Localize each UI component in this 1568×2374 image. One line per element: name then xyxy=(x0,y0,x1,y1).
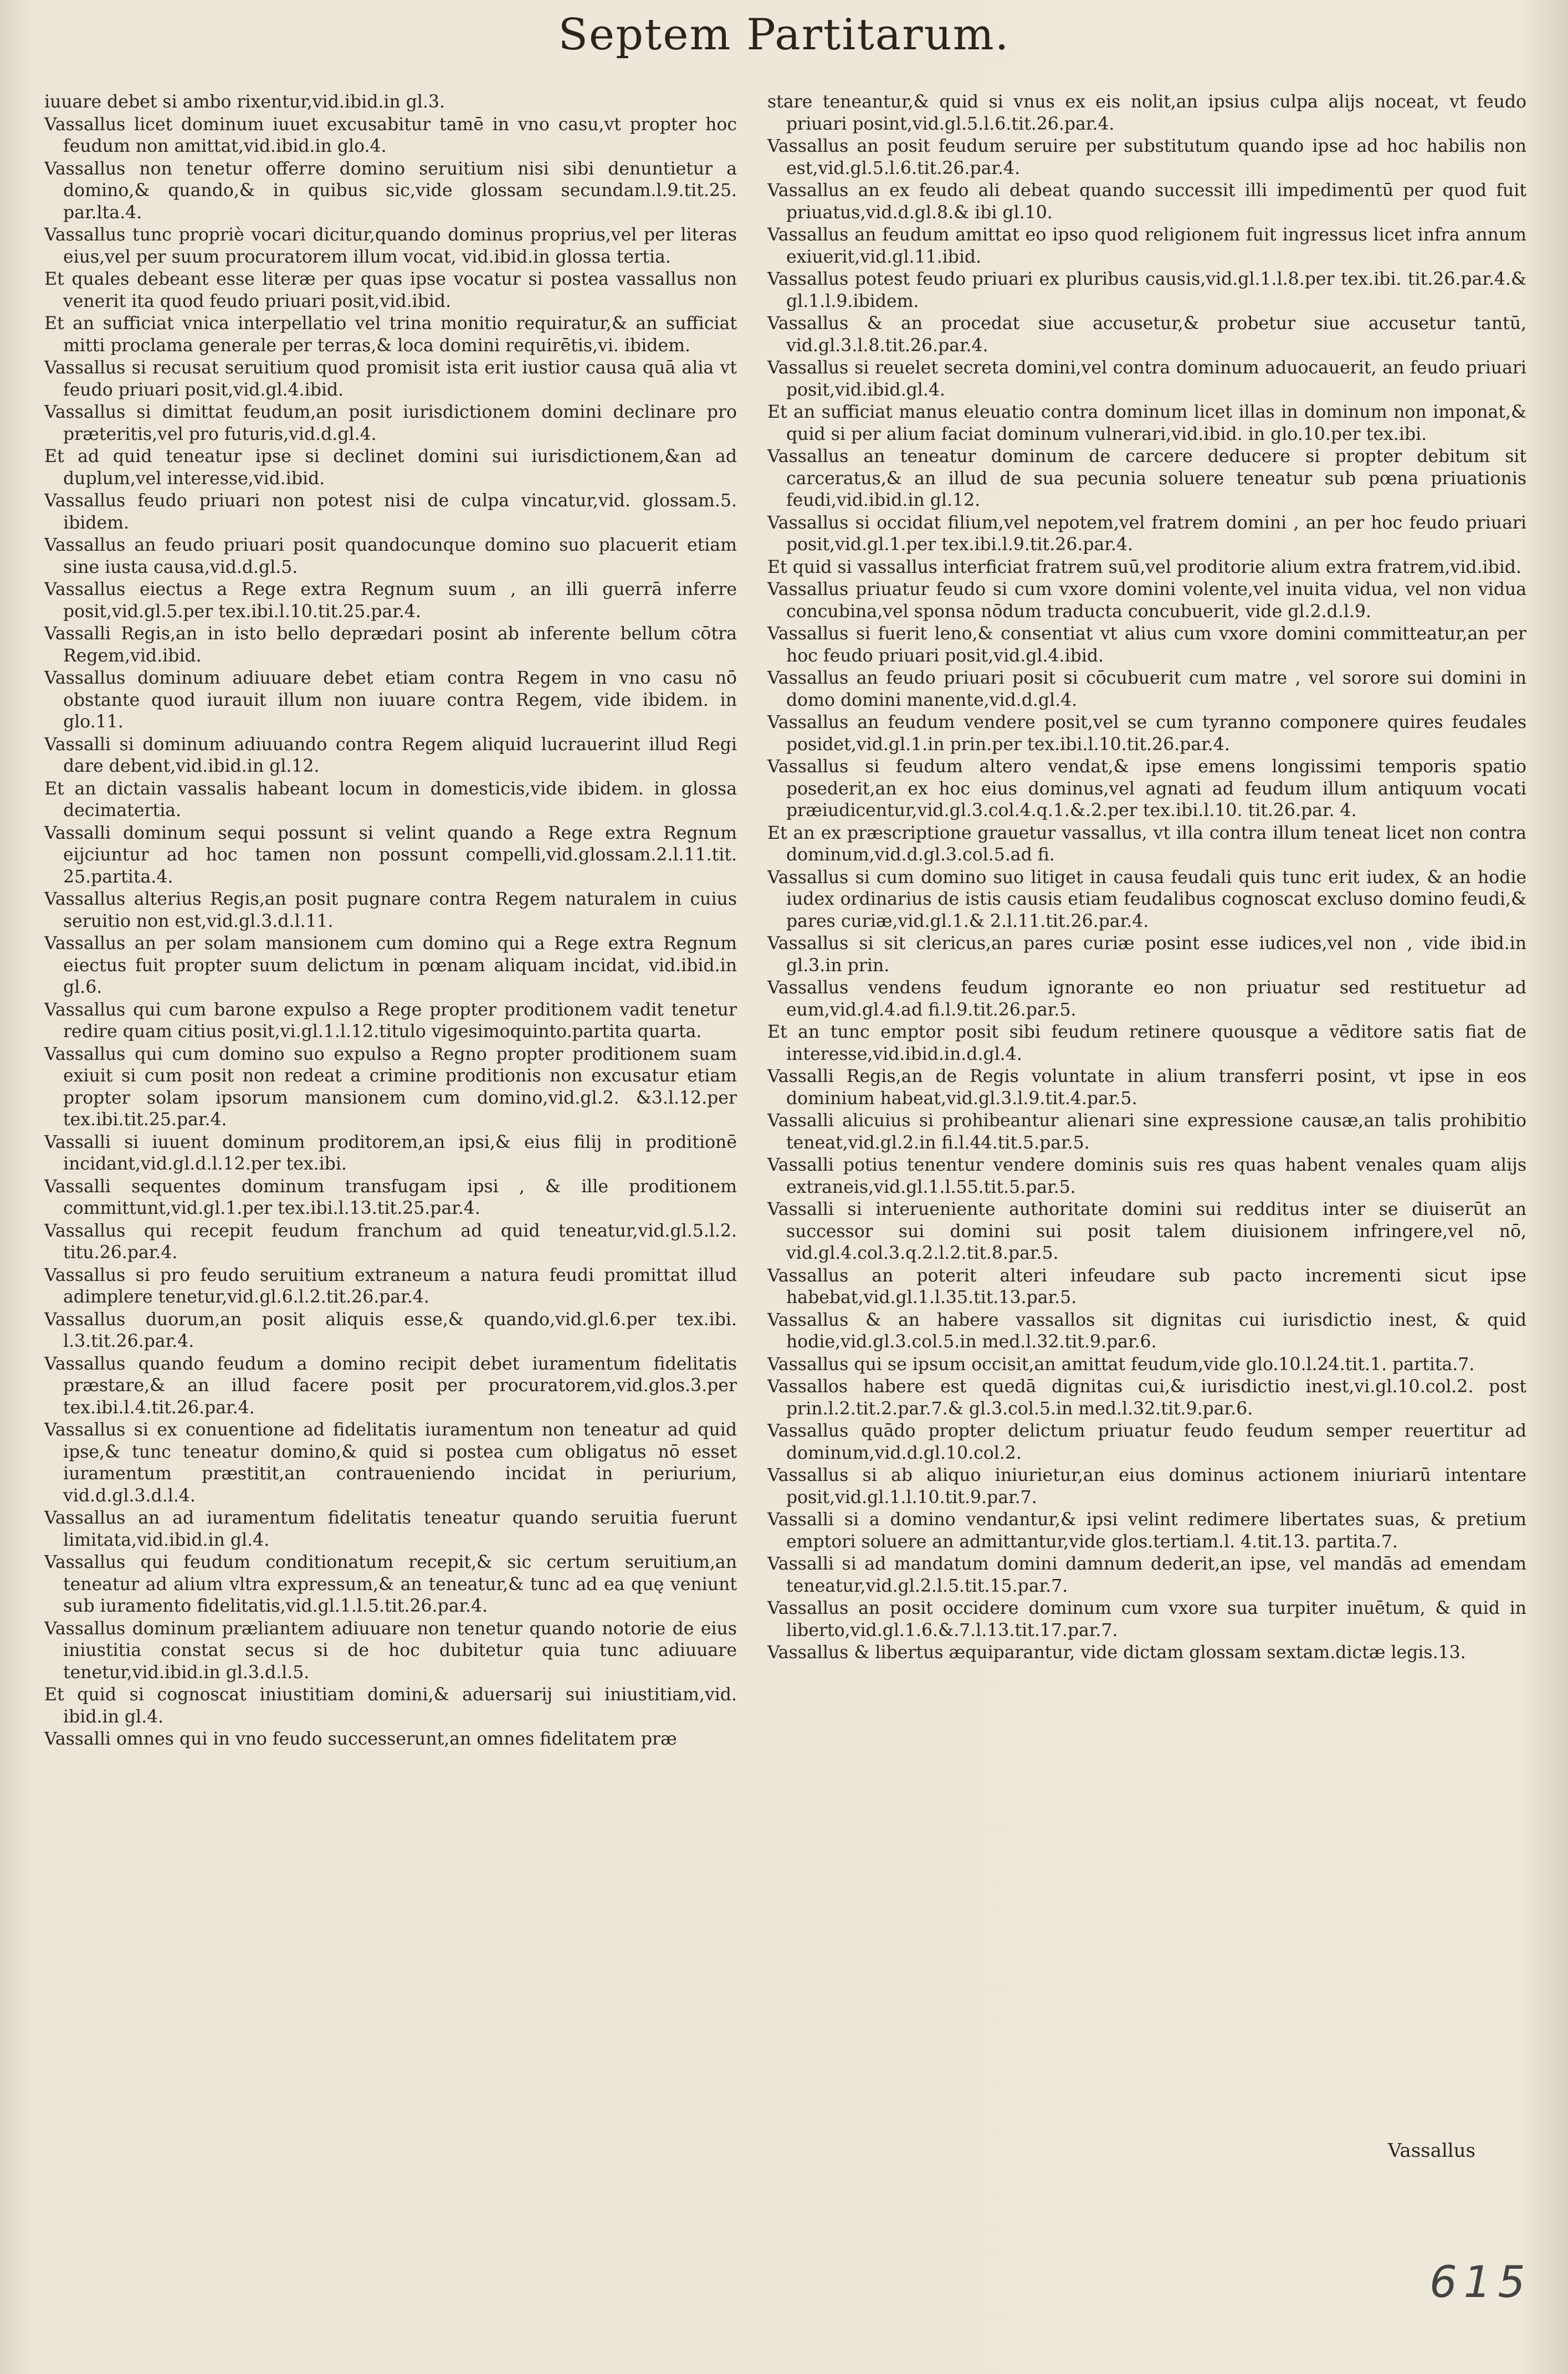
right-column xyxy=(767,91,1526,1665)
index-entry: Et quales debeant esse literæ per quas ipse vocatur si postea vassallus non venerit ita quod feudo priuari posit,vid.ibid. xyxy=(44,269,737,311)
index-entry: Vassallus priuatur feudo si cum vxore domini volente,vel inuita vidua, vel non vidua concubina,vel sponsa nōdum traducta concubuerit, vide gl.2.d.l.9. xyxy=(767,580,1526,622)
index-entry: stare teneantur,& quid si vnus ex eis nolit,an ipsius culpa alijs noceat, vt feudo priuari posint,vid.gl.5.l.6.tit.26.par.4. xyxy=(767,92,1526,134)
index-entry: Vassalli si interueniente authoritate domini sui redditus inter se diuiserūt an successor sui domini sui posit talem diuisionem infringere,vel nō, vid.gl.4.col.3.q.2.l.2.tit.8.par.5. xyxy=(767,1199,1526,1263)
index-entry: Et ad quid teneatur ipse si declinet domini sui iurisdictionem,&an ad duplum,vel interesse,vid.ibid. xyxy=(44,447,737,489)
index-entry: Vassallus duorum,an posit aliquis esse,& quando,vid.gl.6.per tex.ibi. l.3.tit.26.par.4. xyxy=(44,1309,737,1351)
index-entry: Vassallus si ab aliquo iniurietur,an eius dominus actionem iniuriarū intentare posit,vid.gl.1.l.10.tit.9.par.7. xyxy=(767,1465,1526,1508)
index-entry: Vassalli si iuuent dominum proditorem,an ipsi,& eius filij in proditionē incidant,vid.gl.d.l.12.per tex.ibi. xyxy=(44,1132,737,1174)
left-column xyxy=(44,91,737,1751)
index-entry: Vassallus si dimittat feudum,an posit iurisdictionem domini declinare pro præteritis,vel pro futuris,vid.d.gl.4. xyxy=(44,402,737,444)
index-entry: Vassallus si feudum altero vendat,& ipse emens longissimi temporis spatio posederit,an ex hoc eius dominus,vel agnati ad feudum illum antiquum vocati præiudicentur,vid.gl.3.col.4.q.1.&.2.per tex.ibi.l.10. tit.26.par. 4. xyxy=(767,757,1526,821)
index-entry: Vassallus feudo priuari non potest nisi de culpa vincatur,vid. glossam.5. ibidem. xyxy=(44,491,737,533)
index-entry: Vassallus si ex conuentione ad fidelitatis iuramentum non teneatur ad quid ipse,& tunc teneatur domino,& quid si postea cum obligatus nō esset iuramentum præstitit,an contraueniendo incidat in periurium, vid.d.gl.3.d.l.4. xyxy=(44,1420,737,1506)
index-entry: Vassallus licet dominum iuuet excusabitur tamē in vno casu,vt propter hoc feudum non amittat,vid.ibid.in glo.4. xyxy=(44,114,737,156)
index-entry: Vassallus qui recepit feudum franchum ad quid teneatur,vid.gl.5.l.2. titu.26.par.4. xyxy=(44,1221,737,1263)
index-entry: Vassallos habere est quedā dignitas cui,& iurisdictio inest,vi.gl.10.col.2. post prin.l.2.tit.2.par.7.& gl.3.col.5.in med.l.32.tit.9.par.6. xyxy=(767,1377,1526,1419)
index-entry: Vassallus an posit occidere dominum cum vxore sua turpiter inuētum, & quid in liberto,vid.gl.1.6.&.7.l.13.tit.17.par.7. xyxy=(767,1598,1526,1640)
index-entry: Vassallus dominum adiuuare debet etiam contra Regem in vno casu nō obstante quod iurauit illum non iuuare contra Regem, vide ibidem. in glo.11. xyxy=(44,668,737,732)
index-entry: Vassallus non tenetur offerre domino seruitium nisi sibi denuntietur a domino,& quando,& in quibus sic,vide glossam secundam.l.9.tit.25. par.lta.4. xyxy=(44,158,737,223)
index-entry: Et an ex præscriptione grauetur vassallus, vt illa contra illum teneat licet non contra dominum,vid.d.gl.3.col.5.ad fi. xyxy=(767,823,1526,865)
index-entry: Vassallus si recusat seruitium quod promisit ista erit iustior causa quā alia vt feudo priuari posit,vid.gl.4.ibid. xyxy=(44,358,737,400)
index-entry: Et an sufficiat manus eleuatio contra dominum licet illas in dominum non imponat,& quid si per alium faciat dominum vulnerari,vid.ibid. in glo.10.per tex.ibi. xyxy=(767,402,1526,444)
index-entry: Vassallus an feudum vendere posit,vel se cum tyranno componere quires feudales posidet,vid.gl.1.in prin.per tex.ibi.l.10.tit.26.par.4. xyxy=(767,712,1526,755)
index-entry: Vassalli dominum sequi possunt si velint quando a Rege extra Regnum eijciuntur ad hoc tamen non possunt compelli,vid.glossam.2.l.11.tit. 25.partita.4. xyxy=(44,823,737,887)
index-entry: Vassallus qui cum barone expulso a Rege propter proditionem vadit tenetur redire quam citius posit,vi.gl.1.l.12.titulo vigesimoquinto.partita quarta. xyxy=(44,999,737,1042)
index-entry: Vassallus si pro feudo seruitium extraneum a natura feudi promittat illud adimplere tenetur,vid.gl.6.l.2.tit.26.par.4. xyxy=(44,1265,737,1307)
index-entry: Vassallus an feudum amittat eo ipso quod religionem fuit ingressus licet infra annum exiuerit,vid.gl.11.ibid. xyxy=(767,225,1526,267)
index-entry: Et quid si cognoscat iniustitiam domini,& aduersarij sui iniustitiam,vid. ibid.in gl.4. xyxy=(44,1685,737,1727)
index-entry: Vassallus qui cum domino suo expulso a Regno propter proditionem suam exiuit si cum posit non redeat a crimine proditionis non excusatur etiam propter solam ipsorum mansionem cum domino,vid.gl.2. &3.l.12.per tex.ibi.tit.25.par.4. xyxy=(44,1044,737,1130)
index-entry: Et an dictain vassalis habeant locum in domesticis,vide ibidem. in glossa decimatertia. xyxy=(44,778,737,821)
index-entry: Vassallus tunc propriè vocari dicitur,quando dominus proprius,vel per literas eius,vel per suum procuratorem illum vocat, vid.ibid.in glossa tertia. xyxy=(44,225,737,267)
index-entry: Vassallus an poterit alteri infeudare sub pacto incrementi sicut ipse habebat,vid.gl.1.l.35.tit.13.par.5. xyxy=(767,1265,1526,1308)
index-entry: Vassallus quando feudum a domino recipit debet iuramentum fidelitatis præstare,& an illud facere posit per procuratorem,vid.glos.3.per tex.ibi.l.4.tit.26.par.4. xyxy=(44,1353,737,1418)
index-entry: Vassalli si dominum adiuuando contra Regem aliquid lucrauerint illud Regi dare debent,vid.ibid.in gl.12. xyxy=(44,734,737,776)
index-entry: Et an tunc emptor posit sibi feudum retinere quousque a vēditore satis fiat de interesse,vid.ibid.in.d.gl.4. xyxy=(767,1022,1526,1064)
index-entry: Vassallus alterius Regis,an posit pugnare contra Regem naturalem in cuius seruitio non est,vid.gl.3.d.l.11. xyxy=(44,889,737,931)
index-entry: Et quid si vassallus interficiat fratrem suū,vel proditorie alium extra fratrem,vid.ibid. xyxy=(767,557,1521,577)
index-entry: Vassallus qui feudum conditionatum recepit,& sic certum seruitium,an teneatur ad alium vltra expressum,& an teneatur,& tunc ad ea quę veniunt sub iuramento fidelitatis,vid.gl.1.l.5.tit.26.par.4. xyxy=(44,1552,737,1616)
index-entry: Vassallus an feudo priuari posit quandocunque domino suo placuerit etiam sine iusta causa,vid.d.gl.5. xyxy=(44,535,737,577)
index-entry: Vassallus an posit feudum seruire per substitutum quando ipse ad hoc habilis non est,vid.gl.5.l.6.tit.26.par.4. xyxy=(767,136,1526,178)
index-entry: Vassallus & libertus æquiparantur, vide dictam glossam sextam.dictæ legis.13. xyxy=(767,1643,1466,1663)
index-entry: Vassalli omnes qui in vno feudo successerunt,an omnes fidelitatem præ xyxy=(44,1729,677,1749)
catchword: Vassallus xyxy=(1388,2140,1475,2162)
index-entry: iuuare debet si ambo rixentur,vid.ibid.in gl.3. xyxy=(44,92,445,112)
index-entry: Vassallus si sit clericus,an pares curiæ posint esse iudices,vel non , vide ibid.in gl.3.in prin. xyxy=(767,934,1526,976)
folio-number: 615 xyxy=(1429,2258,1532,2308)
page-header: Septem Partitarum. xyxy=(558,10,1010,60)
index-entry: Vassallus potest feudo priuari ex pluribus causis,vid.gl.1.l.8.per tex.ibi. tit.26.par.4.& gl.1.l.9.ibidem. xyxy=(767,269,1526,311)
index-entry: Vassallus & an habere vassallos sit dignitas cui iurisdictio inest, & quid hodie,vid.gl.3.col.5.in med.l.32.tit.9.par.6. xyxy=(767,1310,1526,1352)
index-entry: Vassallus qui se ipsum occisit,an amittat feudum,vide glo.10.l.24.tit.1. partita.7. xyxy=(767,1354,1475,1375)
index-entry: Vassalli si a domino vendantur,& ipsi velint redimere libertates suas, & pretium emptori soluere an admittantur,vide glos.tertiam.l. 4.tit.13. partita.7. xyxy=(767,1510,1526,1552)
index-entry: Vassalli sequentes dominum transfugam ipsi , & ille proditionem committunt,vid.gl.1.per tex.ibi.l.13.tit.25.par.4. xyxy=(44,1176,737,1218)
index-entry: Vassallus quādo propter delictum priuatur feudo feudum semper reuertitur ad dominum,vid.d.gl.10.col.2. xyxy=(767,1421,1526,1463)
index-entry: Vassallus eiectus a Rege extra Regnum suum , an illi guerrā inferre posit,vid.gl.5.per tex.ibi.l.10.tit.25.par.4. xyxy=(44,580,737,622)
index-entry: Vassallus an teneatur dominum de carcere deducere si propter debitum sit carceratus,& an illud de sua pecunia soluere teneatur sub pœna priuationis feudi,vid.ibid.in gl.12. xyxy=(767,447,1526,510)
index-entry: Vassalli Regis,an in isto bello deprædari posint ab inferente bellum cōtra Regem,vid.ibid. xyxy=(44,624,737,666)
index-entry: Vassallus si occidat filium,vel nepotem,vel fratrem domini , an per hoc feudo priuari posit,vid.gl.1.per tex.ibi.l.9.tit.26.par.4. xyxy=(767,512,1526,555)
index-entry: Vassallus an feudo priuari posit si cōcubuerit cum matre , vel sorore sui domini in domo domini manente,vid.d.gl.4. xyxy=(767,668,1526,710)
index-entry: Vassallus & an procedat siue accusetur,& probetur siue accusetur tantū, vid.gl.3.l.8.tit.26.par.4. xyxy=(767,314,1526,356)
index-entry: Vassallus an ex feudo ali debeat quando successit illi impedimentū per quod fuit priuatus,vid.d.gl.8.& ibi gl.10. xyxy=(767,181,1526,223)
index-entry: Vassallus vendens feudum ignorante eo non priuatur sed restituetur ad eum,vid.gl.4.ad fi.l.9.tit.26.par.5. xyxy=(767,978,1526,1020)
index-entry: Vassalli potius tenentur vendere dominis suis res quas habent venales quam alijs extraneis,vid.gl.1.l.55.tit.5.par.5. xyxy=(767,1155,1526,1197)
index-entry: Vassallus an ad iuramentum fidelitatis teneatur quando seruitia fuerunt limitata,vid.ibid.in gl.4. xyxy=(44,1508,737,1550)
index-entry: Vassallus dominum præliantem adiuuare non tenetur quando notorie de eius iniustitia constat secus si de hoc dubitetur quia tunc adiuuare tenetur,vid.ibid.in gl.3.d.l.5. xyxy=(44,1618,737,1683)
index-entry: Vassalli si ad mandatum domini damnum dederit,an ipse, vel mandās ad emendam teneatur,vid.gl.2.l.5.tit.15.par.7. xyxy=(767,1554,1526,1596)
index-entry: Vassallus si cum domino suo litiget in causa feudali quis tunc erit iudex, & an hodie iudex ordinarius de istis causis etiam feudalibus cognoscat excluso domino feudi,& pares curiæ,vid.gl.1.& 2.l.11.tit.26.par.4. xyxy=(767,867,1526,931)
index-entry: Et an sufficiat vnica interpellatio vel trina monitio requiratur,& an sufficiat mitti proclama generale per terras,& loca domini requirētis,vi. ibidem. xyxy=(44,314,737,356)
index-entry: Vassalli alicuius si prohibeantur alienari sine expressione causæ,an talis prohibitio teneat,vid.gl.2.in fi.l.44.tit.5.par.5. xyxy=(767,1111,1526,1153)
index-entry: Vassallus an per solam mansionem cum domino qui a Rege extra Regnum eiectus fuit propter suum delictum in pœnam aliquam incidat, vid.ibid.in gl.6. xyxy=(44,934,737,997)
index-entry: Vassalli Regis,an de Regis voluntate in alium transferri posint, vt ipse in eos dominium habeat,vid.gl.3.l.9.tit.4.par.5. xyxy=(767,1066,1526,1109)
index-entry: Vassallus si reuelet secreta domini,vel contra dominum aduocauerit, an feudo priuari posit,vid.ibid.gl.4. xyxy=(767,358,1526,400)
index-entry: Vassallus si fuerit leno,& consentiat vt alius cum vxore domini committeatur,an per hoc feudo priuari posit,vid.gl.4.ibid. xyxy=(767,624,1526,666)
